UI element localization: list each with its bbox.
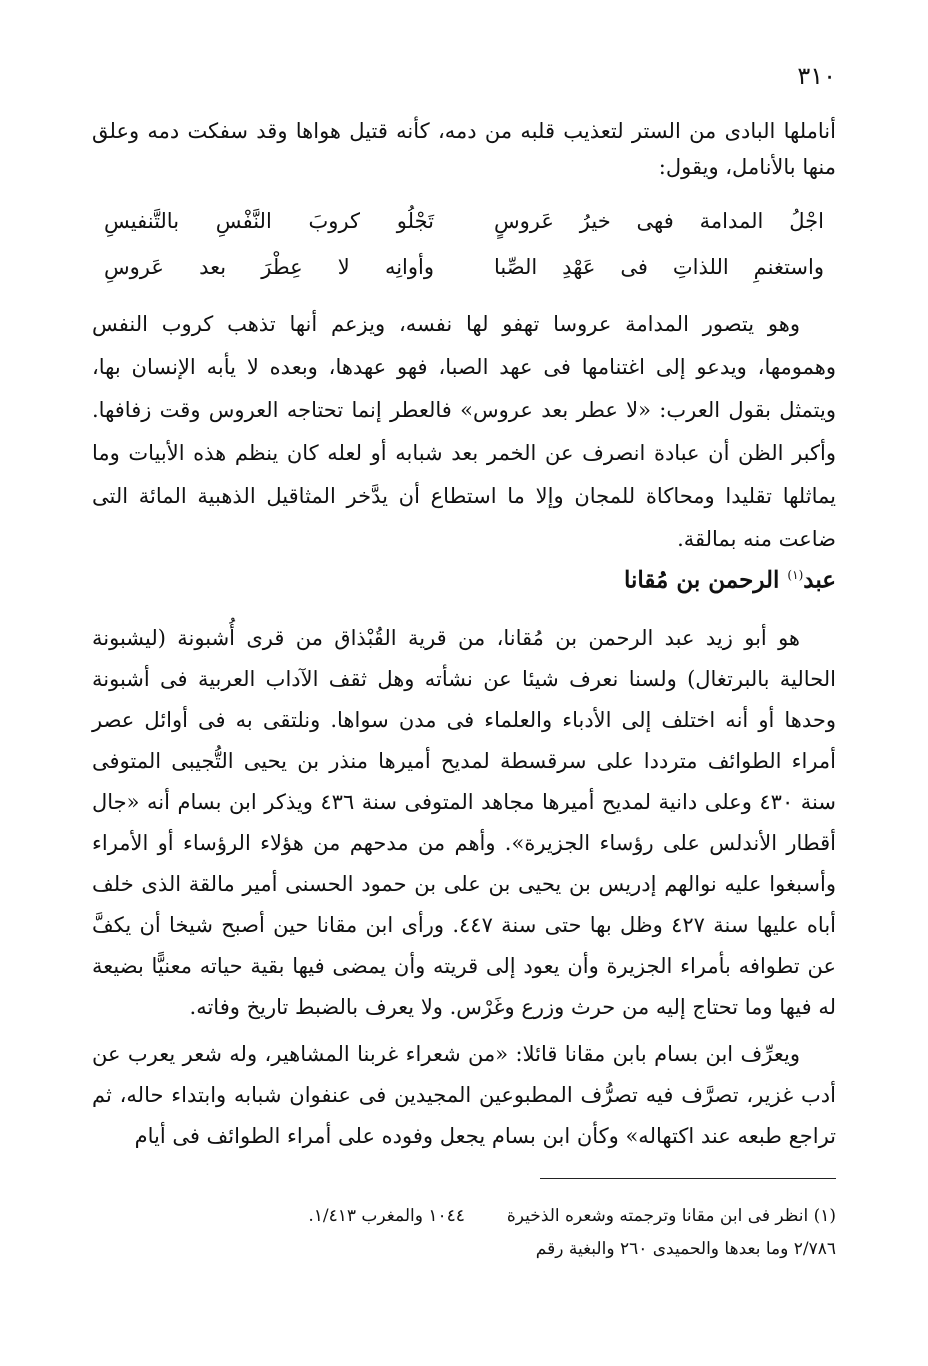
section-heading [624,557,836,599]
verse-line [104,198,824,244]
footnote-line: ٢/٧٨٦ وما بعدها والحميدى ٢٦٠ والبغية رقم [535,1239,836,1259]
paragraph-biography: هو أبو زيد عبد الرحمن بن مُقانا، من قرية القُبْذاق من قرى أُشبونة (ليشبونة الحالية بالبرتغال) ولسنا نعرف شيئا عن نشأته وهل ثقف الآداب العربية فى أشبونة وحدها أو أنه اختلف إلى الأدباء والعلماء فى مدن سواها. ونلتقى به فى أوائل عصر أمراء الطوائف مترددا على سرقسطة لمديح أميرها منذر بن يحيى التُّجيبى المتوفى سنة ٤٣٠ وعلى دانية لمديح أميرها مجاهد المتوفى سنة ٤٣٦ ويذكر ابن بسام أنه «جال أقطار الأندلس على رؤساء الجزيرة». وأهم من مدحهم من هؤلاء الرؤساء أو الأمراء وأسبغوا عليه نوالهم إدريس بن يحيى بن على بن حمود الحسنى أمير مالقة الذى خلف أباه عليها سنة ٤٢٧ وظل بها حتى سنة ٤٤٧. ورأى ابن مقانا حين أصبح شيخا أن يكفَّ عن تطوافه بأمراء الجزيرة وأن يعود إلى قريته وأن يمضى فيها بقية حياته معنيًّا بضيعة له فيها وما تحتاج إليه من حرث وزرع وغَرْس. ولا يعرف بالضبط تاريخ وفاته. [92,626,836,1019]
paragraph-commentary: وهو يتصور المدامة عروسا تهفو لها نفسه، ويزعم أنها تذهب كروب النفس وهمومها، ويدعو إلى اغتنامها فى عهد الصبا، فهو عهدها، وبعده لا يأبه الإنسان بها، ويتمثل بقول العرب: «لا عطر بعد عروس» فالعطر إنما تحتاجه العروس وقت زفافها. وأكبر الظن أن عبادة انصرف عن الخمر بعد شبابه أو لعله كان ينظم هذه الأبيات وما يماثلها تقليدا ومحاكاة للمجان وإلا ما استطاع أن يدَّخر المثاقيل الذهبية المائة التى ضاعت منه بمالقة. [92,312,836,551]
footnote-divider [540,1178,836,1179]
footnote-marker: (١) [787,568,804,582]
poem-verses [104,198,824,290]
footnote-line [92,1200,836,1233]
paragraph-ibn-bassam-quote: ويعرِّف ابن بسام بابن مقانا قائلا: «من شعراء غربنا المشاهير، وله شعر يعرب عن أدب غزير، تصرَّف فيه تصرُّف المطبوعين المجيدين فى عنفوان شبابه وابتداء حاله، ثم تراجع طبعه عند اكتهاله» وكأن ابن بسام يجعل وفوده على أمراء الطوائف فى أيام [92,1042,836,1148]
verse-first-hemistich: واستغنمِ اللذاتِ فى عَهْدِ الصِّبا [494,255,824,279]
verse-second-hemistich: وأوانِه لا عِطْرَ بعد عَروسِ [104,255,434,279]
verse-line [104,244,824,290]
page-number: ٣١٠ [797,62,836,90]
verse-second-hemistich: تَجْلُو كروبَ النَّفْسِ بالتَّنفيسِ [104,209,434,233]
footnote-text: ١٠٤٤ والمغرب ١/٤١٣. [308,1206,465,1226]
heading-rest: الرحمن بن مُقانا [624,566,788,594]
paragraph-intro-continuation: أناملها البادى من الستر لتعذيب قلبه من دمه، كأنه قتيل هواها وقد سفكت دمه وعلق منها بالأنامل، ويقول: [92,119,836,179]
verse-first-hemistich: اجْلُ المدامة فهى خيرُ عَروسٍ [494,209,824,233]
heading-prefix: عبد [803,566,836,594]
footnote-text: (١) انظر فى ابن مقانا وترجمته وشعره الذخيرة [506,1206,836,1226]
footnote [92,1200,836,1266]
